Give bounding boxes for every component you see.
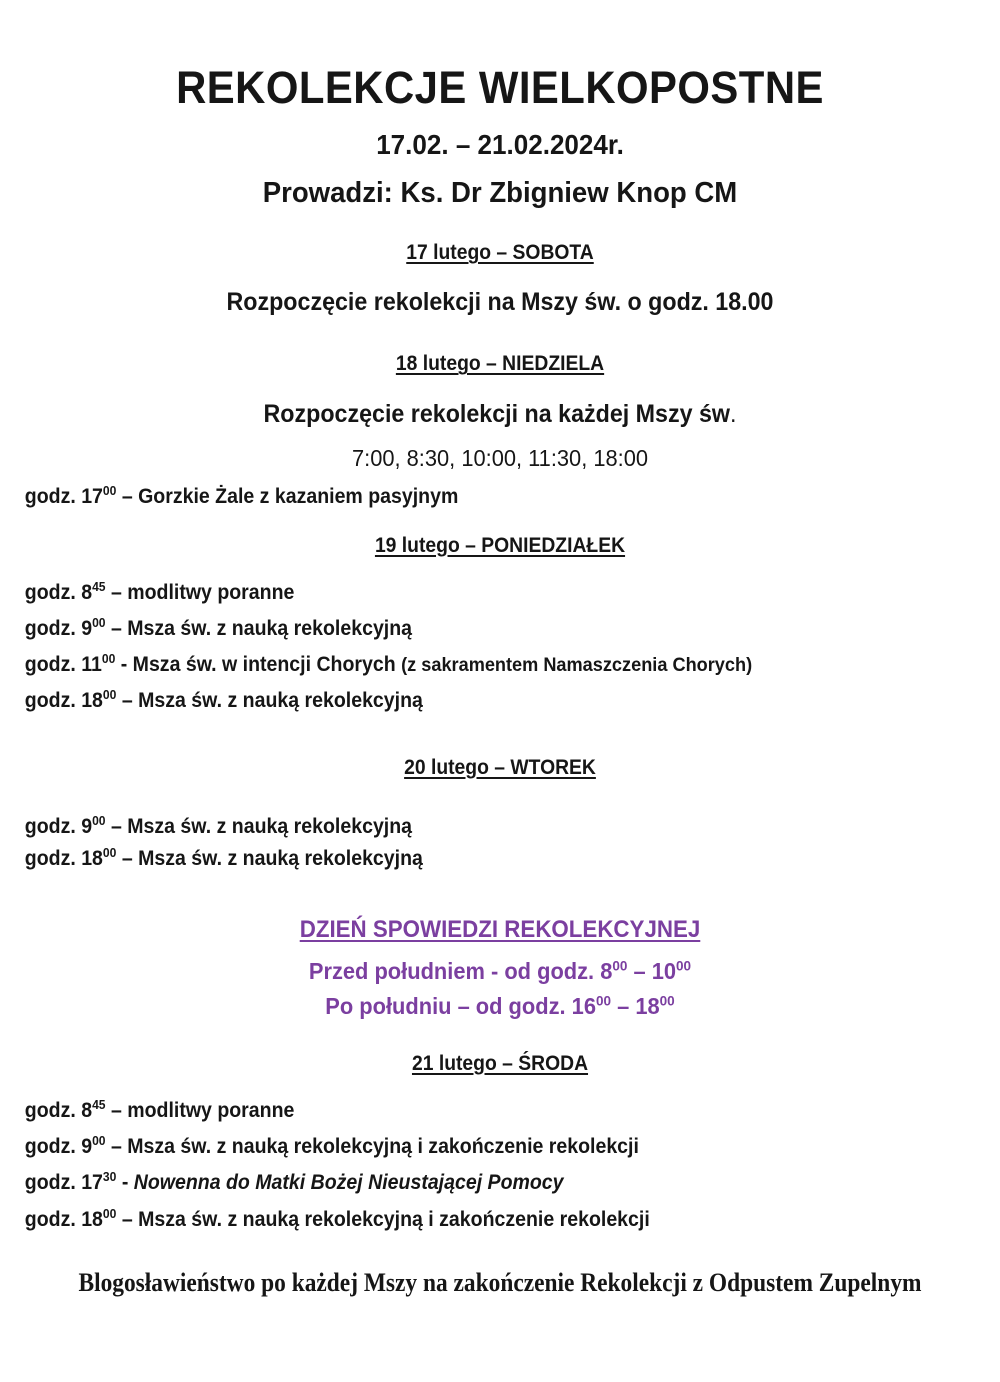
- list-item: [22, 484, 911, 510]
- item-time-prefix: godz. 18: [24, 847, 103, 871]
- day-heading-saturday: 17 lutego – SOBOTA: [406, 241, 594, 265]
- item-description: – modlitwy poranne: [105, 1098, 295, 1122]
- confession-morning-end-minutes: 00: [676, 958, 692, 975]
- item-time-prefix: godz. 9: [24, 814, 93, 838]
- item-time-prefix: godz. 17: [24, 1171, 103, 1195]
- closing-blessing-line: Blogosławieństwo po każdej Mszy na zakończenie Rekolekcji z Odpustem Zupelnym: [78, 1267, 922, 1297]
- item-time-prefix: godz. 8: [24, 1098, 93, 1122]
- item-time-minutes: 00: [92, 812, 106, 828]
- sunday-opening-period: .: [730, 399, 737, 428]
- item-time-minutes: 45: [92, 1096, 106, 1112]
- list-item: [22, 688, 911, 714]
- item-note: (z sakramentem Namaszczenia Chorych): [401, 654, 753, 677]
- item-description: – Msza św. z nauką rekolekcyjną: [116, 689, 423, 713]
- list-item: [22, 580, 911, 606]
- list-item: [22, 1207, 911, 1233]
- item-time-prefix: godz. 11: [24, 653, 102, 677]
- list-item: [22, 1098, 911, 1124]
- sunday-mass-times: 7:00, 8:30, 10:00, 11:30, 18:00: [351, 444, 649, 471]
- page-title: REKOLEKCJE WIELKOPOSTNE: [176, 62, 824, 113]
- list-item: [22, 1170, 911, 1196]
- item-time-prefix: godz. 18: [24, 689, 103, 713]
- list-item: [22, 846, 911, 872]
- item-description: – Msza św. z nauką rekolekcyjną: [105, 616, 413, 640]
- confession-afternoon-prefix: Po południu – od godz. 16: [325, 992, 596, 1019]
- confession-afternoon-mid: – 18: [611, 992, 660, 1019]
- item-time-minutes: 45: [92, 578, 106, 594]
- item-time-prefix: godz. 17: [24, 485, 103, 509]
- day-heading-wednesday: 21 lutego – ŚRODA: [411, 1051, 589, 1075]
- item-time-minutes: 00: [92, 614, 106, 630]
- item-time-minutes: 00: [101, 651, 116, 667]
- retreat-leader: Prowadzi: Ks. Dr Zbigniew Knop CM: [262, 177, 738, 210]
- item-time-minutes: 00: [102, 687, 117, 703]
- confession-day-heading: DZIEŃ SPOWIEDZI REKOLEKCYJNEJ: [299, 916, 701, 944]
- saturday-opening-line: Rozpoczęcie rekolekcji na Mszy św. o godz. 18.00: [226, 288, 774, 317]
- list-item: [22, 616, 911, 642]
- list-item: [22, 814, 911, 840]
- item-description: – Gorzkie Żale z kazaniem pasyjnym: [116, 485, 459, 509]
- confession-morning-hours: [46, 957, 954, 986]
- item-time-prefix: godz. 18: [24, 1207, 103, 1231]
- item-time-minutes: 00: [102, 483, 117, 499]
- item-description: -: [116, 1171, 134, 1195]
- confession-morning-prefix: Przed południem - od godz. 8: [308, 958, 613, 985]
- sunday-opening-bold: Rozpoczęcie rekolekcji na każdej Mszy św: [263, 399, 731, 428]
- list-item: [22, 1134, 911, 1160]
- confession-afternoon-end-minutes: 00: [659, 993, 675, 1010]
- item-time-prefix: godz. 9: [24, 616, 93, 640]
- item-description: – Msza św. z nauką rekolekcyjną: [105, 814, 413, 838]
- item-time-prefix: godz. 9: [24, 1135, 93, 1159]
- item-time-minutes: 00: [92, 1133, 106, 1149]
- item-description: – Msza św. z nauką rekolekcyjną i zakończenie rekolekcji: [116, 1207, 650, 1231]
- day-heading-sunday: 18 lutego – NIEDZIELA: [395, 352, 605, 376]
- sunday-opening-line: [55, 399, 944, 429]
- item-time-minutes: 00: [102, 1205, 117, 1221]
- confession-afternoon-start-minutes: 00: [595, 993, 612, 1010]
- item-time-minutes: 30: [102, 1169, 117, 1185]
- confession-morning-mid: – 10: [627, 958, 677, 985]
- confession-afternoon-hours: [46, 992, 954, 1021]
- item-description: – Msza św. z nauką rekolekcyjną i zakończenie rekolekcji: [105, 1135, 639, 1159]
- confession-morning-start-minutes: 00: [612, 958, 628, 975]
- item-time-minutes: 00: [102, 845, 117, 861]
- item-description: – Msza św. z nauką rekolekcyjną: [116, 847, 423, 871]
- day-heading-tuesday: 20 lutego – WTOREK: [404, 755, 596, 779]
- item-time-prefix: godz. 8: [24, 580, 93, 604]
- item-description: – modlitwy poranne: [105, 580, 295, 604]
- retreat-date-range: 17.02. – 21.02.2024r.: [376, 128, 624, 160]
- list-item: [22, 652, 911, 678]
- day-heading-monday: 19 lutego – PONIEDZIAŁEK: [374, 533, 626, 557]
- item-description-italic: Nowenna do Matki Bożej Nieustającej Pomocy: [133, 1171, 564, 1195]
- item-description: - Msza św. w intencji Chorych: [115, 653, 402, 677]
